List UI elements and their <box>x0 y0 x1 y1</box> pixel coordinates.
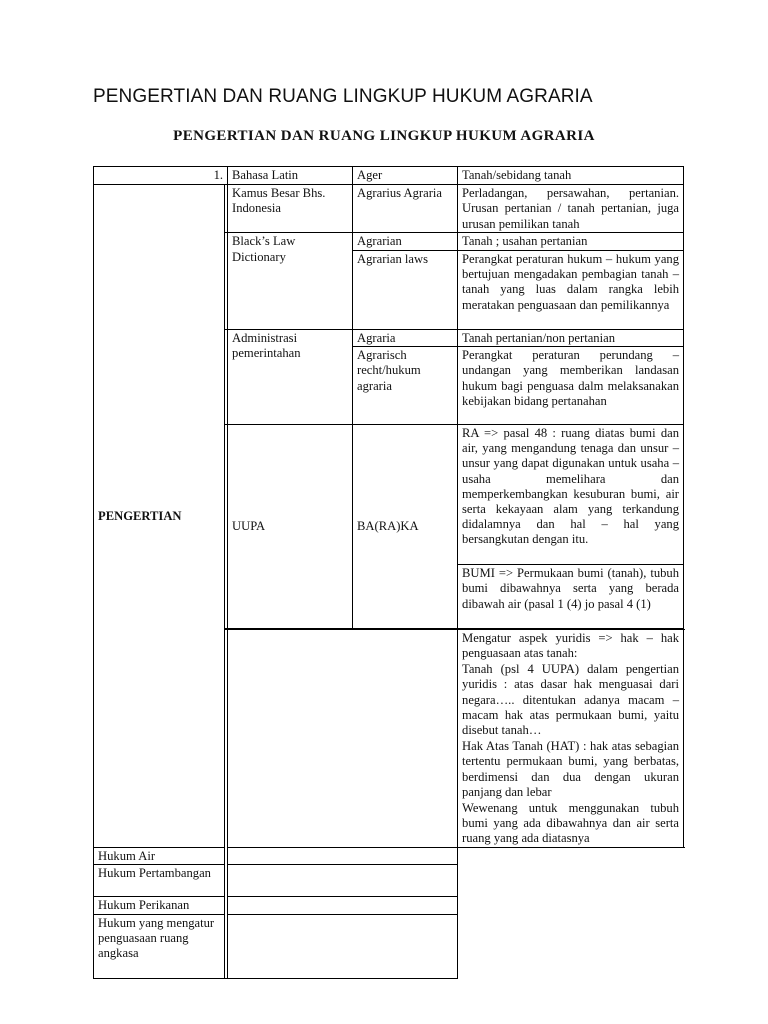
sistematika-item: Hukum Pertambangan <box>94 865 228 897</box>
term-cell: Agrarius Agraria <box>353 185 458 233</box>
sistematika-item: Hukum Perikanan <box>94 897 228 914</box>
meaning-cell: Perangkat peraturan hukum – hukum yang bertujuan mengadakan pembagian tanah – tanah yang luas dalam rangka lebih meratakan penguasaan dan pemilikannya <box>458 250 684 329</box>
empty-cell <box>228 630 458 848</box>
agraria-table <box>93 166 684 979</box>
meaning-cell: Perangkat peraturan perundang – undangan yang memberikan landasan hukum bagi penguasa dalm melaksanakan kebijakan bidang pertanahan <box>458 347 684 425</box>
term-cell: Agrarisch recht/hukum agraria <box>353 347 458 425</box>
empty-cell <box>228 865 458 897</box>
sistematika-paragraph: Wewenang untuk menggunakan tubuh bumi yang ada dibawahnya dan air serta ruang yang ada diatasnya <box>462 800 680 846</box>
term-cell: BA(RA)KA <box>353 425 458 629</box>
table-row <box>94 865 684 897</box>
meaning-cell: BUMI => Permukaan bumi (tanah), tubuh bumi dibawahnya serta yang berada dibawah air (pasal 1 (4) jo pasal 4 (1) <box>458 565 684 629</box>
source-cell: Administrasi pemerintahan <box>228 329 353 424</box>
source-cell: Black’s Law Dictionary <box>228 233 353 329</box>
table-row <box>94 914 684 978</box>
sistematika-item: Hukum Air <box>94 847 228 864</box>
empty-cell <box>228 897 458 914</box>
meaning-cell: Tanah/sebidang tanah <box>458 167 684 185</box>
sistematika-paragraph: Tanah (psl 4 UUPA) dalam pengertian yuridis : atas dasar hak menguasai dari negara….. ditentukan adanya macam – macam hak atas permukaan bumi, yaitu disebut tanah… <box>462 661 680 738</box>
meaning-cell: Tanah ; usahan pertanian <box>458 233 684 250</box>
term-cell: Agrarian <box>353 233 458 250</box>
empty-cell <box>228 847 458 864</box>
document-title: PENGERTIAN DAN RUANG LINGKUP HUKUM AGRARIA <box>93 86 593 107</box>
table-row <box>94 167 684 185</box>
source-cell: Bahasa Latin <box>228 167 353 185</box>
table-row <box>94 847 684 864</box>
row-number: 1. <box>94 167 228 185</box>
table-row <box>94 185 684 233</box>
meaning-cell: Perladangan, persawahan, pertanian. Urusan pertanian / tanah pertanian, juga urusan pemilikan tanah <box>458 185 684 233</box>
sistematika-paragraph: Hak Atas Tanah (HAT) : hak atas sebagian tertentu permukaan bumi, yang berbatas, berdimensi dan dua dengan ukuran panjang dan lebar <box>462 738 680 800</box>
empty-cell <box>228 914 458 978</box>
sistematika-item: Hukum yang mengatur penguasaan ruang angkasa <box>94 914 228 978</box>
meaning-cell: Tanah pertanian/non pertanian <box>458 329 684 346</box>
term-cell: Ager <box>353 167 458 185</box>
term-cell: Agrarian laws <box>353 250 458 329</box>
term-cell: Agraria <box>353 329 458 346</box>
section-pengertian: PENGERTIAN <box>94 185 225 848</box>
table-row <box>94 897 684 914</box>
sistematika-paragraph: Mengatur aspek yuridis => hak – hak penguasaan atas tanah: <box>462 631 680 661</box>
meaning-cell: RA => pasal 48 : ruang diatas bumi dan air, yang mengandung tenaga dan unsur – unsur yang dapat digunakan untuk usaha – usaha memelihara dan memperkembangkan kesuburan bumi, air serta kekayaan alam yang terkandung didalamnya dan hal – hal yang bersangkutan dengan itu. <box>458 425 684 565</box>
source-cell: Kamus Besar Bhs. Indonesia <box>228 185 353 233</box>
source-cell: UUPA <box>228 425 353 629</box>
document-subtitle: PENGERTIAN DAN RUANG LINGKUP HUKUM AGRARIA <box>173 128 595 144</box>
sistematika-description <box>458 630 684 848</box>
